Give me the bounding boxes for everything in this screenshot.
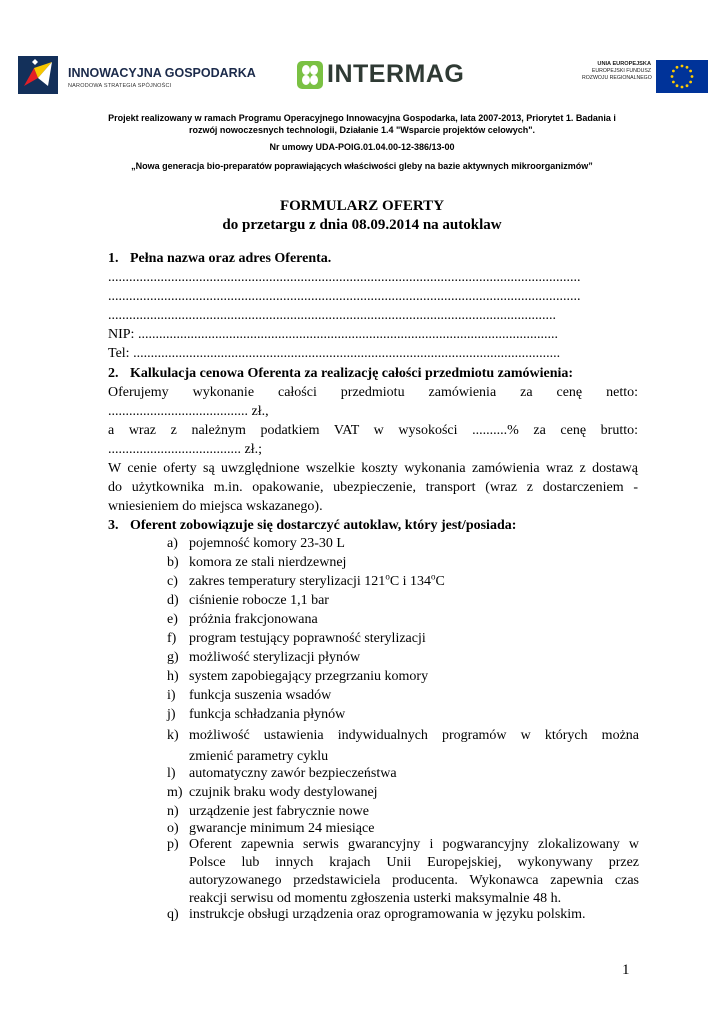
item-text-line-4: reakcji serwisu od momentu zgłoszenia usterki maksymalnie 48 h. <box>189 891 562 906</box>
section-2-heading <box>108 364 638 383</box>
section-3 <box>108 516 638 535</box>
item-letter: i) <box>167 688 176 703</box>
eu-logo-text <box>582 60 651 82</box>
ig-logo-icon <box>18 56 58 94</box>
requirement-item <box>167 534 639 553</box>
item-text-line-3: autoryzowanego przedstawiciela producenta. Wykonawca zapewnia czas <box>189 873 639 888</box>
item-letter: e) <box>167 612 178 627</box>
project-line-1: Projekt realizowany w ramach Programu Operacyjnego Innowacyjna Gospodarka, lata 2007-2013, Priorytet 1. Badania i <box>108 113 616 123</box>
requirement-item <box>167 836 639 908</box>
requirement-item <box>167 591 639 610</box>
item-letter: f) <box>167 631 177 646</box>
eu-fund-logo <box>582 60 710 94</box>
project-name: „Nowa generacja bio-preparatów poprawiających właściwości gleby na bazie aktywnych mikroorganizmów” <box>131 161 593 171</box>
item-text: funkcja suszenia wsadów <box>189 688 332 703</box>
item-text: instrukcje obsługi urządzenia oraz oprogramowania w języku polskim. <box>189 907 586 922</box>
item-letter: k) <box>167 728 179 743</box>
price-note-line-2: do użytkownika m.in. opakowanie, ubezpieczenie, transport (wraz z dostarczeniem - <box>108 480 638 495</box>
requirement-item <box>167 629 639 648</box>
requirement-item <box>167 667 639 686</box>
project-line-2: rozwój nowoczesnych technologii, Działanie 1.4 "Wsparcie projektów celowych". <box>188 125 536 135</box>
item-letter: b) <box>167 555 179 570</box>
requirement-item <box>167 705 639 724</box>
item-letter: l) <box>167 766 176 781</box>
price-vat-text[interactable]: a wraz z należnym podatkiem VAT w wysokości ..........% za cenę brutto: <box>108 423 638 438</box>
section-3-title: Oferent zobowiązuje się dostarczyć autoklaw, który jest/posiada: <box>130 518 517 533</box>
ig-logo-subtitle: NARODOWA STRATEGIA SPÓJNOŚCI <box>68 83 172 89</box>
nip-field[interactable]: NIP: ........................................................................................................................ <box>108 327 558 342</box>
requirement-item <box>167 686 639 705</box>
item-letter: m) <box>167 785 183 800</box>
item-text: program testujący poprawność sterylizacji <box>189 631 426 646</box>
price-net-text: Oferujemy wykonanie całości przedmiotu zamówienia za cenę netto: <box>108 385 638 400</box>
item-text-line-2: Polsce lub innych krajach Unii Europejskiej, wykonywany przez <box>189 855 639 870</box>
item-letter: n) <box>167 804 179 819</box>
requirement-item <box>167 725 639 767</box>
section-2 <box>108 364 638 516</box>
item-text-line-1: możliwość ustawienia indywidualnych programów w których można <box>189 728 639 743</box>
intermag-leaf-icon <box>297 61 323 89</box>
item-letter: j) <box>167 707 176 722</box>
name-field-line-1[interactable]: ....................................................................................................................................... <box>108 270 581 285</box>
section-1 <box>108 249 638 363</box>
contract-number: Nr umowy UDA-POIG.01.04.00-12-386/13-00 <box>269 142 455 152</box>
requirement-item <box>167 905 639 924</box>
tel-field[interactable]: Tel: .......................................................................................................................... <box>108 346 561 361</box>
requirement-item <box>167 553 639 572</box>
item-letter: h) <box>167 669 179 684</box>
project-description <box>70 112 654 136</box>
item-text: funkcja schładzania płynów <box>189 707 346 722</box>
item-letter: q) <box>167 907 179 922</box>
item-text: pojemność komory 23-30 L <box>189 536 345 551</box>
item-letter: c) <box>167 574 178 589</box>
requirement-item <box>167 610 639 629</box>
eu-flag-icon <box>656 60 708 93</box>
section-2-number: 2. <box>108 366 119 381</box>
item-text: komora ze stali nierdzewnej <box>189 555 347 570</box>
item-text: możliwość sterylizacji płynów <box>189 650 361 665</box>
ig-logo-name: INNOWACYJNA GOSPODARKA <box>68 66 256 80</box>
requirement-item <box>167 648 639 667</box>
intermag-logo-name: INTERMAG <box>327 60 465 88</box>
eu-logo-line2: EUROPEJSKI FUNDUSZ <box>591 68 651 74</box>
item-text: czujnik braku wody destylowanej <box>189 785 378 800</box>
section-3-number: 3. <box>108 518 119 533</box>
price-net-field[interactable]: ........................................ zł., <box>108 404 269 419</box>
item-text-line-1: Oferent zapewnia serwis gwarancyjny i pogwarancyjny zlokalizowany w <box>189 837 639 852</box>
degree-mark: o <box>431 571 436 582</box>
item-text: gwarancje minimum 24 miesiące <box>189 821 375 836</box>
item-letter: p) <box>167 837 179 852</box>
name-field-line-2[interactable]: ....................................................................................................................................... <box>108 289 581 304</box>
price-note-line-3: wniesieniem do miejsca wskazanego). <box>108 499 323 514</box>
eu-logo-line3: ROZWOJU REGIONALNEGO <box>582 75 652 81</box>
item-text-part-b: C i 134 <box>389 574 432 589</box>
item-text: automatyczny zawór bezpieczeństwa <box>189 766 397 781</box>
item-text: system zapobiegający przegrzaniu komory <box>189 669 429 684</box>
section-1-heading <box>108 249 638 268</box>
item-text <box>189 725 639 767</box>
item-text <box>189 572 639 591</box>
form-subtitle: do przetargu z dnia 08.09.2014 na autoklaw <box>222 217 502 233</box>
requirement-item <box>167 572 639 591</box>
requirement-item <box>167 764 639 783</box>
section-3-heading <box>108 516 638 535</box>
item-letter: o) <box>167 821 179 836</box>
price-note-line-1: W cenie oferty są uwzględnione wszelkie koszty wykonania zamówienia wraz z dostawą <box>108 461 638 476</box>
degree-mark: o <box>385 571 390 582</box>
innowacyjna-gospodarka-logo <box>18 52 256 98</box>
form-title: FORMULARZ OFERTY <box>279 198 445 214</box>
page-number: 1 <box>622 962 630 978</box>
item-text: próżnia frakcjonowana <box>189 612 318 627</box>
item-text: urządzenie jest fabrycznie nowe <box>189 804 369 819</box>
item-text <box>189 836 639 908</box>
requirement-item <box>167 783 639 802</box>
item-text-part-a: zakres temperatury sterylizacji 121 <box>189 574 386 589</box>
item-letter: a) <box>167 536 178 551</box>
item-text-line-2: zmienić parametry cyklu <box>189 749 329 764</box>
section-1-title: Pełna nazwa oraz adres Oferenta. <box>130 251 332 266</box>
item-text-part-c: C <box>435 574 445 589</box>
section-1-number: 1. <box>108 251 119 266</box>
price-gross-field[interactable]: ...................................... zł.; <box>108 442 262 457</box>
item-letter: d) <box>167 593 179 608</box>
eu-logo-line1: UNIA EUROPEJSKA <box>597 61 651 67</box>
item-letter: g) <box>167 650 179 665</box>
item-text: ciśnienie robocze 1,1 bar <box>189 593 329 608</box>
address-field-line[interactable]: ................................................................................................................................ <box>108 308 556 323</box>
section-2-title: Kalkulacja cenowa Oferenta za realizację całości przedmiotu zamówienia: <box>130 366 574 381</box>
